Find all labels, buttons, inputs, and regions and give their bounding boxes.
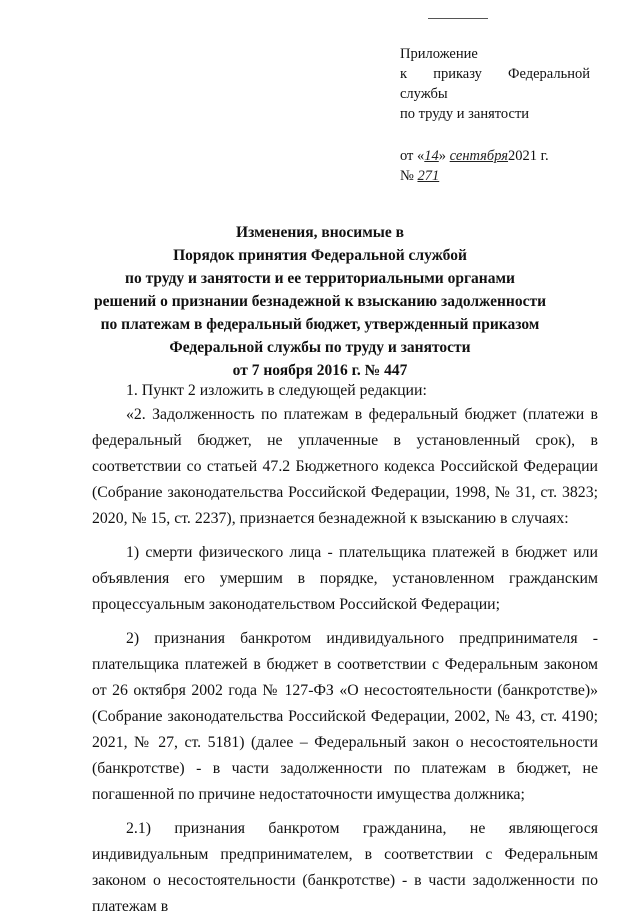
number-handwritten: 271	[417, 168, 440, 184]
paragraph-item-1: 1. Пункт 2 изложить в следующей редакции:	[126, 382, 427, 399]
title-line: Изменения, вносимые в	[236, 224, 404, 241]
paragraph-sub-1: 1) смерти физического лица - плательщика платежей в бюджет или объявления его умершим в порядке, установленном гражданским процессуальным законодательством Российской Федерации;	[92, 544, 598, 613]
appendix-date	[400, 146, 590, 166]
appendix-line-1: Приложение	[400, 46, 478, 62]
document-body	[92, 378, 598, 920]
date-month-handwritten: сентября	[449, 148, 509, 164]
paragraph-clause-2: «2. Задолженность по платежам в федеральный бюджет (платежи в федеральный бюджет, не уплаченные в установленный срок), в соответствии со статьей 47.2 Бюджетного кодекса Российской Федерации (Собрание законодательства Российской Федерации, 1998, № 31, ст. 3823; 2020, № 15, ст. 2237), признается безнадежной к взысканию в случаях:	[92, 406, 598, 527]
date-day-handwritten: 14	[424, 148, 439, 164]
title-line: от 7 ноября 2016 г. № 447	[232, 362, 408, 379]
appendix-line-3: службы	[400, 86, 448, 102]
number-prefix: №	[400, 168, 414, 184]
paragraph-sub-2: 2) признания банкротом индивидуального предпринимателя - плательщика платежей в бюджет в соответствии с Федеральным законом от 26 октября 2002 года № 127-ФЗ «О несостоятельности (банкротстве)» (Собрание законодательства Российской Федерации, 2002, № 43, ст. 4190; 2021, № 27, ст. 5181) (далее – Федеральный закон о несостоятельности (банкротстве) - в части задолженности по платежам в бюджет, не погашенной по причине недостаточности имущества должника;	[92, 630, 598, 803]
date-close: »	[438, 148, 447, 164]
appendix-number	[400, 166, 590, 186]
title-line: Федеральной службы по труду и занятости	[169, 339, 471, 356]
paragraph-sub-2-1: 2.1) признания банкротом гражданина, не являющегося индивидуальным предпринимателем, в соответствии с Федеральным законом о несостоятельности (банкротстве) - в части задолженности по платежам в	[92, 820, 598, 915]
top-rule	[428, 18, 488, 19]
appendix-line-2	[400, 64, 590, 84]
document-title	[60, 221, 580, 382]
appendix-word: приказу	[433, 66, 482, 82]
title-line: решений о признании безнадежной к взысканию задолженности	[93, 293, 547, 310]
title-line: Порядок принятия Федеральной службой	[173, 247, 467, 264]
date-year: 2021 г.	[508, 148, 549, 164]
title-line: по платежам в федеральный бюджет, утвержденный приказом	[100, 316, 540, 333]
appendix-word: к	[400, 66, 408, 82]
appendix-block	[400, 44, 590, 186]
date-prefix: от «	[400, 148, 425, 164]
appendix-line-4: по труду и занятости	[400, 106, 530, 122]
title-line: по труду и занятости и ее территориальными органами	[125, 270, 515, 287]
appendix-word: Федеральной	[508, 66, 590, 82]
